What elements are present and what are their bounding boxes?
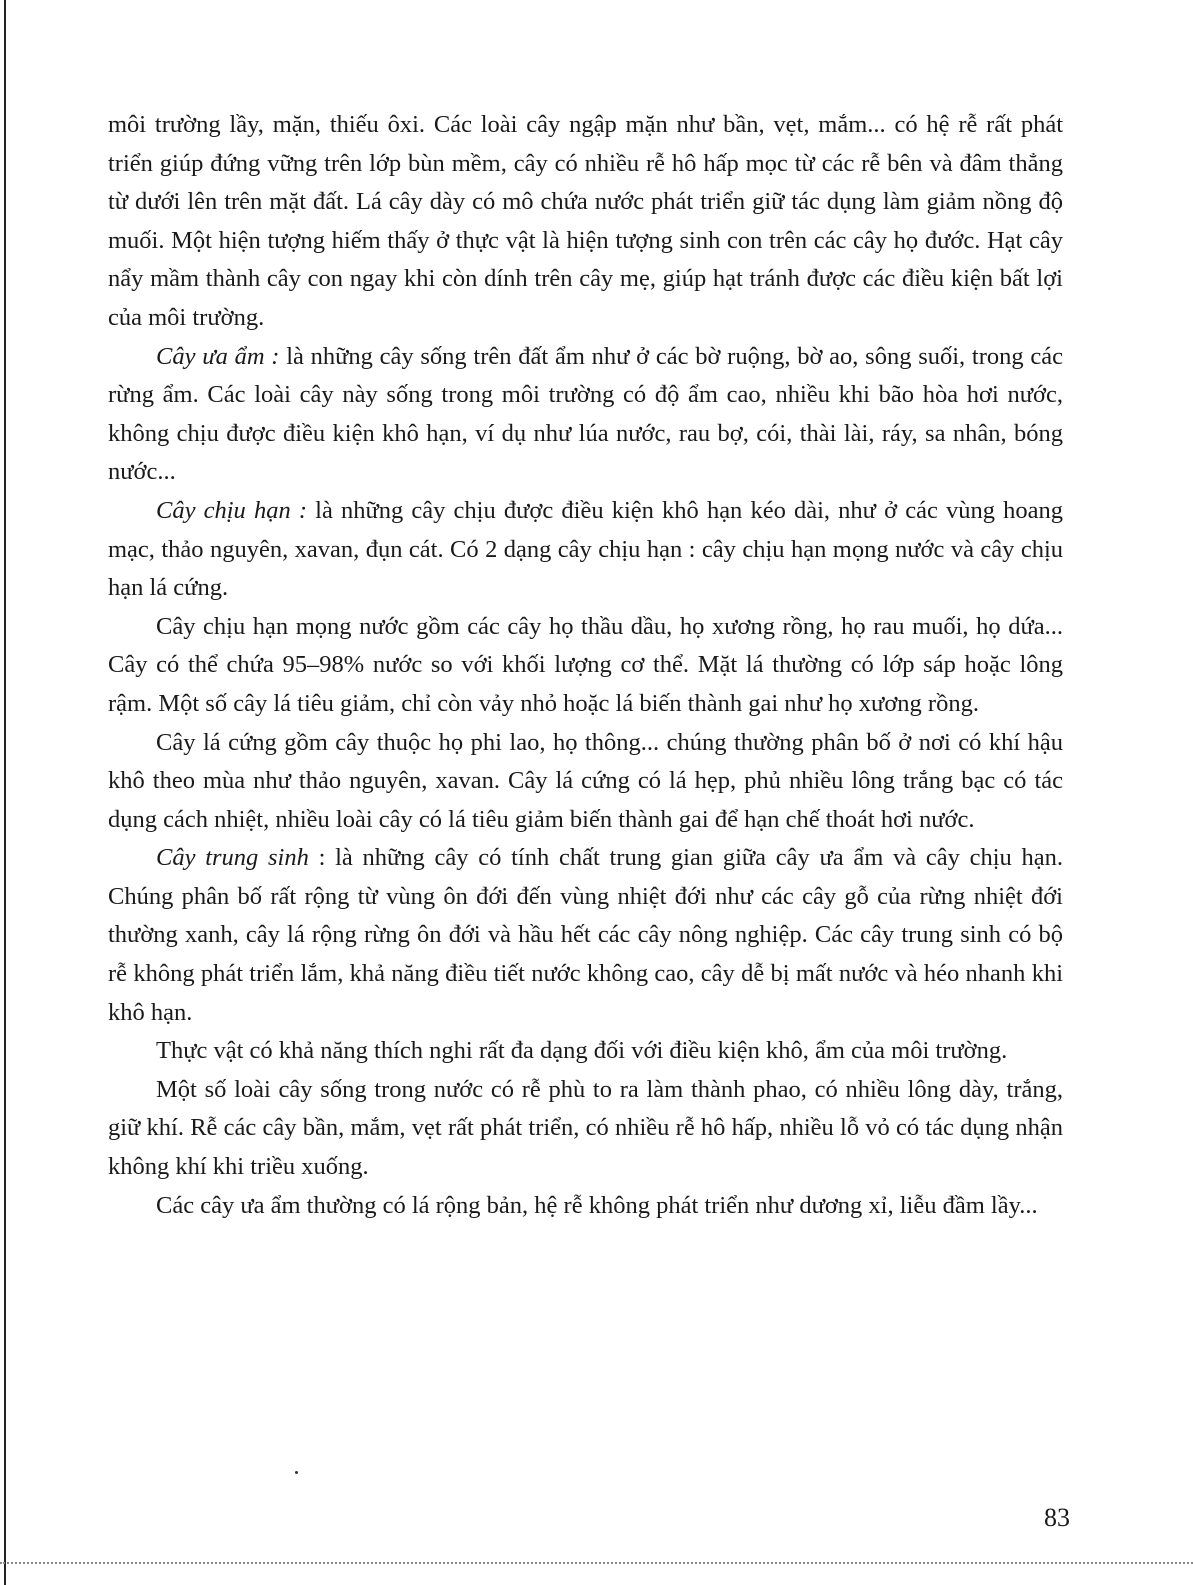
bottom-dotted-rule	[0, 1562, 1193, 1564]
paragraph-succulent: Cây chịu hạn mọng nước gồm các cây họ thầu dầu, họ xương rồng, họ rau muối, họ dứa... Cây có thể chứa 95–98% nước so với khối lượng cơ thể. Mặt lá thường có lớp sáp hoặc lông rậm. Một số cây lá tiêu giảm, chỉ còn vảy nhỏ hoặc lá biến thành gai như họ xương rồng.	[108, 612, 1063, 717]
paragraph-drought-tolerant: Cây chịu hạn : là những cây chịu được điều kiện khô hạn kéo dài, như ở các vùng hoang mạc, thảo nguyên, xavan, đụn cát. Có 2 dạng cây chịu hạn : cây chịu hạn mọng nước và cây chịu hạn lá cứng.	[108, 496, 1063, 602]
stray-dot	[295, 1471, 298, 1474]
paragraph-adaptation: Thực vật có khả năng thích nghi rất đa dạng đối với điều kiện khô, ẩm của môi trường.	[156, 1037, 1008, 1065]
page-edge-line	[4, 0, 6, 1585]
paragraph-hard-leaf: Cây lá cứng gồm cây thuộc họ phi lao, họ thông... chúng thường phân bố ở nơi có khí hậu khô theo mùa như thảo nguyên, xavan. Cây lá cứng có lá hẹp, phủ nhiều lông trắng bạc có tác dụng cách nhiệt, nhiều loài cây có lá tiêu giảm biến thành gai để hạn chế thoát hơi nước.	[108, 728, 1063, 833]
paragraph-wide-leaves: Các cây ưa ẩm thường có lá rộng bản, hệ rễ không phát triển như dương xỉ, liễu đầm lầy...	[156, 1191, 1038, 1219]
term-mesophyte: Cây trung sinh	[156, 844, 309, 872]
body-text	[108, 106, 1063, 1225]
paragraph-saline-plants: môi trường lầy, mặn, thiếu ôxi. Các loài cây ngập mặn như bần, vẹt, mắm... có hệ rễ rất phát triển giúp đứng vững trên lớp bùn mềm, cây có nhiều rễ hô hấp mọc từ các rễ bên và đâm thẳng từ dưới lên trên mặt đất. Lá cây dày có mô chứa nước phát triển giữ tác dụng làm giảm nồng độ muối. Một hiện tượng hiếm thấy ở thực vật là hiện tượng sinh con trên các cây họ đước. Hạt cây nẩy mầm thành cây con ngay khi còn dính trên cây mẹ, giúp hạt tránh được các điều kiện bất lợi của môi trường.	[108, 111, 1063, 331]
page-number: 83	[1044, 1503, 1070, 1532]
paragraph-moisture-loving: Cây ưa ẩm : là những cây sống trên đất ẩm như ở các bờ ruộng, bờ ao, sông suối, trong các rừng ẩm. Các loài cây này sống trong môi trường có độ ẩm cao, nhiều khi bão hòa hơi nước, không chịu được điều kiện khô hạn, ví dụ như lúa nước, rau bợ, cói, thài lài, ráy, sa nhân, bóng nước...	[108, 342, 1063, 486]
paragraph-mesophyte: Cây trung sinh : là những cây có tính chất trung gian giữa cây ưa ẩm và cây chịu hạn. Chúng phân bố rất rộng từ vùng ôn đới đến vùng nhiệt đới như các cây gỗ của rừng nhiệt đới thường xanh, cây lá rộng rừng ôn đới và hầu hết các cây nông nghiệp. Các cây trung sinh có bộ rễ không phát triển lắm, khả năng điều tiết nước không cao, cây dễ bị mất nước và héo nhanh khi khô hạn.	[108, 844, 1064, 1026]
term-drought-tolerant: Cây chịu hạn :	[156, 496, 307, 524]
term-moisture-loving: Cây ưa ẩm :	[156, 342, 280, 370]
paragraph-aquatic-roots: Một số loài cây sống trong nước có rễ phù to ra làm thành phao, có nhiều lông dày, trắng, giữ khí. Rễ các cây bần, mắm, vẹt rất phát triển, có nhiều rễ hô hấp, nhiều lỗ vỏ có tác dụng nhận không khí khi triều xuống.	[108, 1075, 1063, 1181]
